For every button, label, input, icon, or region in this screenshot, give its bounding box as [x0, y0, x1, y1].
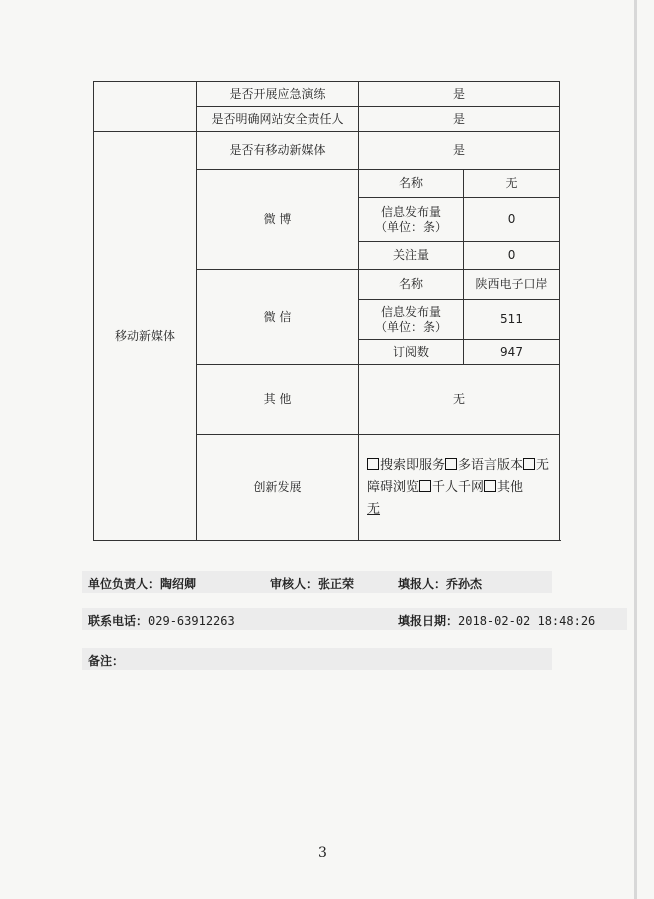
- weibo-followers-label: 关注量: [359, 242, 464, 270]
- weibo-name-value: 无: [464, 170, 560, 198]
- wechat-subs-label: 订阅数: [359, 340, 464, 365]
- footer-remarks: [88, 650, 288, 670]
- page-edge: [634, 0, 637, 899]
- unit-head-label: 单位负责人：: [88, 577, 161, 591]
- wechat-label: 微 信: [197, 270, 359, 365]
- security-value: 是: [359, 107, 560, 132]
- wechat-posts-label: [359, 300, 464, 340]
- checkbox-icon[interactable]: [445, 458, 457, 470]
- other-value: 无: [359, 365, 560, 435]
- checkbox-icon[interactable]: [419, 480, 431, 492]
- weibo-posts-label: [359, 198, 464, 242]
- checkbox-icon[interactable]: [523, 458, 535, 470]
- mobile-section-label: 移动新媒体: [94, 132, 197, 541]
- date-label: 填报日期：: [398, 614, 459, 628]
- remark-label: 备注：: [88, 654, 125, 668]
- wechat-name-label: 名称: [359, 270, 464, 300]
- date-value: 2018-02-02 18:48:26: [458, 614, 596, 628]
- option-multilingual: 多语言版本: [458, 457, 524, 473]
- wechat-name-value: 陕西电子口岸: [464, 270, 560, 300]
- mobile-value: 是: [359, 132, 560, 170]
- weibo-posts-value: 0: [464, 198, 560, 242]
- media-form-table: [93, 81, 560, 541]
- fill-date: [398, 612, 595, 629]
- reviewer-label: 审核人：: [270, 577, 319, 591]
- reviewer-value: 张正荣: [318, 577, 355, 591]
- option-search-service: 搜索即服务: [380, 457, 446, 473]
- blank-cell: [94, 82, 197, 132]
- wechat-subs-value: 947: [464, 340, 560, 365]
- page-number: 3: [318, 845, 327, 861]
- footer-contact: [88, 610, 628, 630]
- weibo-posts-label-line1: 信息发布量: [380, 205, 441, 220]
- option-personalized: 千人千网: [432, 479, 485, 495]
- checkbox-icon[interactable]: [367, 458, 379, 470]
- security-label: 是否明确网站安全责任人: [197, 107, 359, 132]
- phone: [88, 612, 235, 629]
- option-accessibility: 无障碍浏览: [367, 457, 550, 495]
- other-label: 其 他: [197, 365, 359, 435]
- weibo-followers-value: 0: [464, 242, 560, 270]
- unit-head: [88, 575, 196, 592]
- footer-signatures: [88, 573, 558, 593]
- phone-label: 联系电话：: [88, 614, 149, 628]
- innovation-options: [359, 435, 560, 541]
- wechat-posts-label-line2: （单位：条）: [374, 319, 447, 334]
- reviewer: [270, 575, 354, 592]
- phone-value: 029-63912263: [148, 614, 235, 628]
- wechat-posts-value: 511: [464, 300, 560, 340]
- unit-head-value: 陶绍卿: [160, 577, 197, 591]
- option-other: 其他: [497, 479, 524, 495]
- wechat-posts-label-line1: 信息发布量: [380, 305, 441, 320]
- checkbox-icon[interactable]: [484, 480, 496, 492]
- drill-value: 是: [359, 82, 560, 107]
- weibo-name-label: 名称: [359, 170, 464, 198]
- mobile-label: 是否有移动新媒体: [197, 132, 359, 170]
- filler-label: 填报人：: [398, 577, 447, 591]
- innovation-label: 创新发展: [197, 435, 359, 541]
- option-other-value: 无: [367, 501, 381, 517]
- filler-value: 乔孙杰: [446, 577, 483, 591]
- filler: [398, 575, 482, 592]
- weibo-posts-label-line2: （单位：条）: [374, 219, 447, 234]
- weibo-label: 微 博: [197, 170, 359, 270]
- drill-label: 是否开展应急演练: [197, 82, 359, 107]
